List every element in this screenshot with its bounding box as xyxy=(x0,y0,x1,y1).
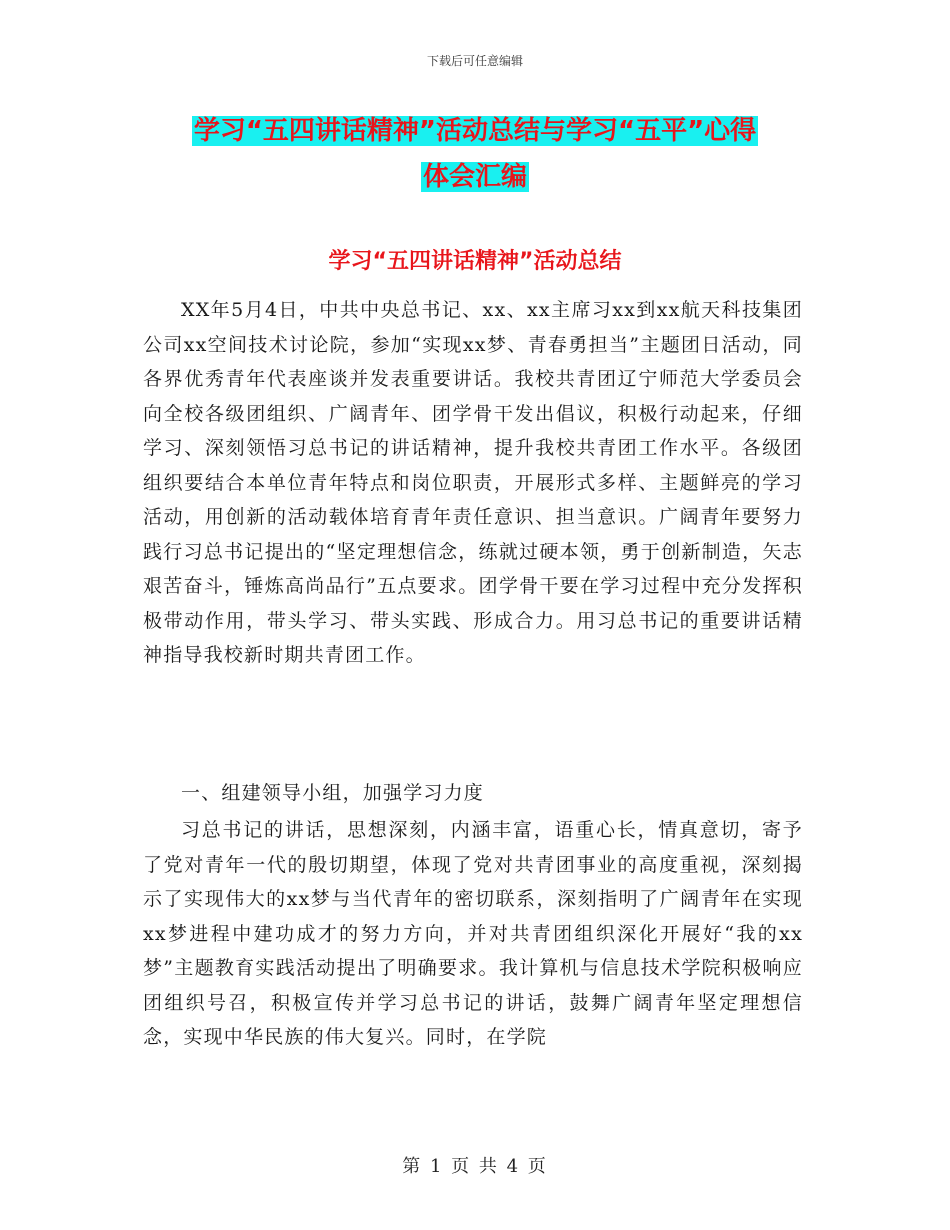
document-title-line1: 学习“五四讲话精神”活动总结与学习“五平”心得 xyxy=(193,116,757,146)
page-header-note: 下载后可任意编辑 xyxy=(426,54,523,68)
paragraph-1: XX年5月4日，中共中央总书记、xx、xx主席习xx到xx航天科技集团公司xx空间技术讨论院，参加“实现xx梦、青春勇担当”主题团日活动，同各界优秀青年代表座谈并发表重要讲话。我校共青团辽宁师范大学委员会向全校各级团组织、广阔青年、团学骨干发出倡议，积极行动起来，仔细学习、深刻领悟习总书记的讲话精神，提升我校共青团工作水平。各级团组织要结合本单位青年特点和岗位职责，开展形式多样、主题鲜亮的学习活动，用创新的活动载体培育青年责任意识、担当意识。广阔青年要努力践行习总书记提出的“坚定理想信念，练就过硬本领，勇于创新制造，矢志艰苦奋斗，锤炼高尚品行”五点要求。团学骨干要在学习过程中充分发挥积极带动作用，带头学习、带头实践、形成合力。用习总书记的重要讲话精神指导我校新时期共青团工作。 xyxy=(143,299,803,666)
paragraph-2: 习总书记的讲话，思想深刻，内涵丰富，语重心长，情真意切，寄予了党对青年一代的殷切期望，体现了党对共青团事业的高度重视，深刻揭示了实现伟大的xx梦与当代青年的密切联系，深刻指明了广阔青年在实现xx梦进程中建功成才的努力方向，并对共青团组织深化开展好“我的xx梦”主题教育实践活动提出了明确要求。我计算机与信息技术学院积极响应团组织号召，积极宣传并学习总书记的讲话，鼓舞广阔青年坚定理想信念，实现中华民族的伟大复兴。同时，在学院 xyxy=(143,819,803,1048)
subheading-1: 一、组建领导小组，加强学习力度 xyxy=(181,782,485,804)
page-footer: 第 1 页 共 4 页 xyxy=(402,1156,548,1177)
document-title-line2: 体会汇编 xyxy=(422,162,527,192)
section-title: 学习“五四讲话精神”活动总结 xyxy=(328,249,622,274)
document-title xyxy=(150,108,800,200)
